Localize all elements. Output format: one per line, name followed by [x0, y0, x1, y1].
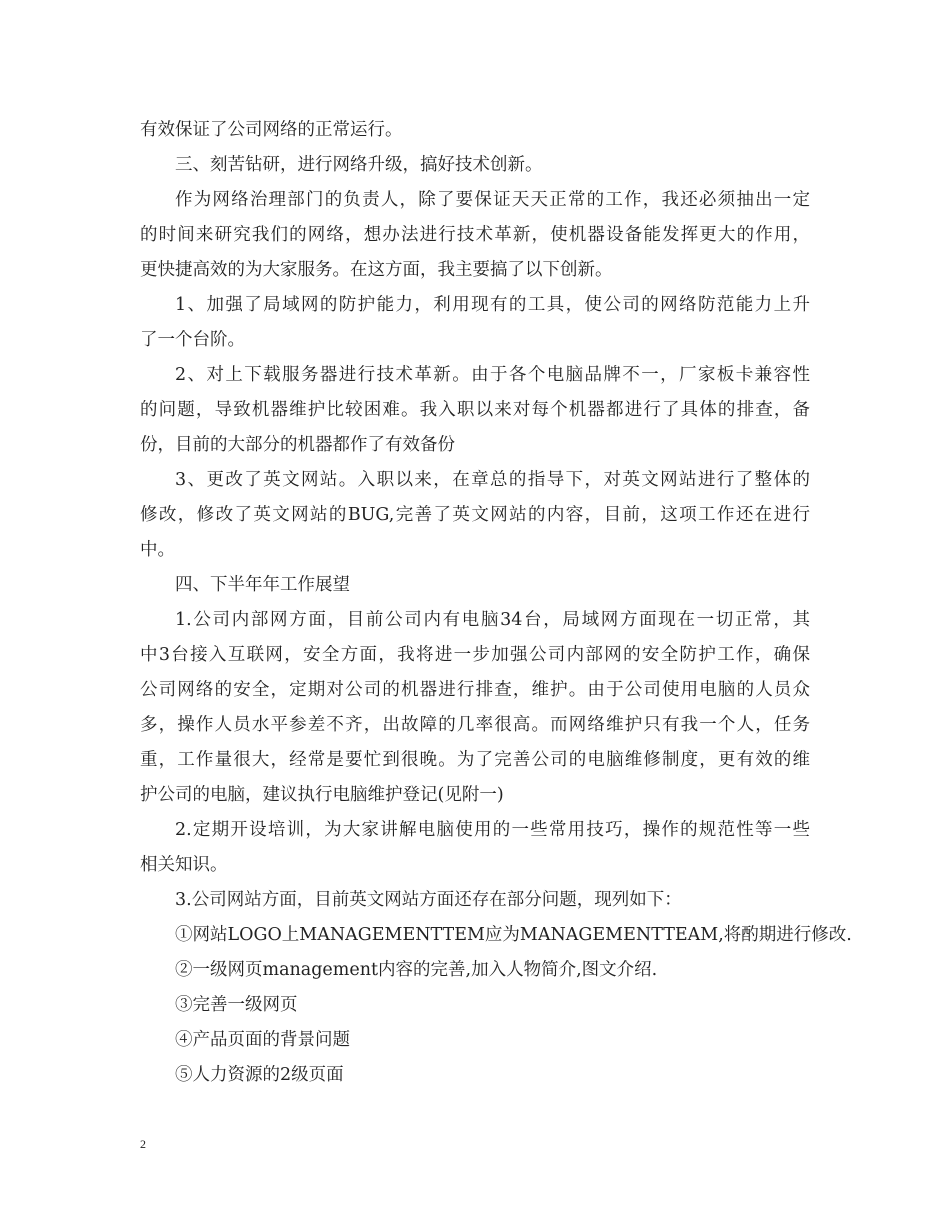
text-line-06: 1、加强了局域网的防护能力，利用现有的工具，使公司的网络防范能力上升: [175, 295, 810, 315]
text-line-01: 有效保证了公司网络的正常运行。: [140, 120, 403, 140]
list-item-2: ②一级网页management内容的完善,加入人物简介,图文介绍.: [175, 960, 658, 980]
text-line-08: 2、对上下载服务器进行技术革新。由于各个电脑品牌不一，厂家板卡兼容性: [175, 365, 810, 385]
list-item-5: ⑤人力资源的2级页面: [175, 1065, 344, 1085]
text-line-12: 修改，修改了英文网站的BUG,完善了英文网站的内容，目前，这项工作还在进行: [140, 505, 810, 525]
text-line-23: 3.公司网站方面，目前英文网站方面还存在部分问题，现列如下：: [175, 890, 682, 910]
text-line-11: 3、更改了英文网站。入职以来，在章总的指导下，对英文网站进行了整体的: [175, 470, 810, 490]
text-line-03: 作为网络治理部门的负责人，除了要保证天天正常的工作，我还必须抽出一定: [175, 190, 810, 210]
section-heading-4: 四、下半年年工作展望: [175, 575, 350, 595]
text-line-17: 公司网络的安全，定期对公司的机器进行排查，维护。由于公司使用电脑的人员众: [140, 680, 810, 700]
text-line-04: 的时间来研究我们的网络，想办法进行技术革新，使机器设备能发挥更大的作用，: [140, 225, 810, 245]
list-item-3: ③完善一级网页: [175, 995, 298, 1015]
text-line-20: 护公司的电脑，建议执行电脑维护登记(见附一): [140, 785, 504, 805]
text-line-05: 更快捷高效的为大家服务。在这方面，我主要搞了以下创新。: [140, 260, 613, 280]
text-line-21: 2.定期开设培训，为大家讲解电脑使用的一些常用技巧，操作的规范性等一些: [175, 820, 810, 840]
text-line-10: 份，目前的大部分的机器都作了有效备份: [140, 435, 455, 455]
text-line-15: 1.公司内部网方面，目前公司内有电脑34台，局域网方面现在一切正常，其: [175, 610, 810, 630]
text-line-13: 中。: [140, 540, 175, 560]
section-heading-3: 三、刻苦钻研，进行网络升级，搞好技术创新。: [175, 155, 543, 175]
list-item-1: ①网站LOGO上MANAGEMENTTEM应为MANAGEMENTTEAM,将酌期进行修改.: [175, 925, 852, 945]
text-line-07: 了一个台阶。: [140, 330, 245, 350]
text-line-16: 中3台接入互联网，安全方面，我将进一步加强公司内部网的安全防护工作，确保: [140, 645, 810, 665]
text-line-19: 重，工作量很大，经常是要忙到很晚。为了完善公司的电脑维修制度，更有效的维: [140, 750, 810, 770]
text-line-22: 相关知识。: [140, 855, 228, 875]
page-number: 2: [140, 1137, 146, 1151]
text-line-18: 多，操作人员水平参差不齐，出故障的几率很高。而网络维护只有我一个人，任务: [140, 715, 810, 735]
text-line-09: 的问题，导致机器维护比较困难。我入职以来对每个机器都进行了具体的排查，备: [140, 400, 810, 420]
list-item-4: ④产品页面的背景问题: [175, 1030, 350, 1050]
